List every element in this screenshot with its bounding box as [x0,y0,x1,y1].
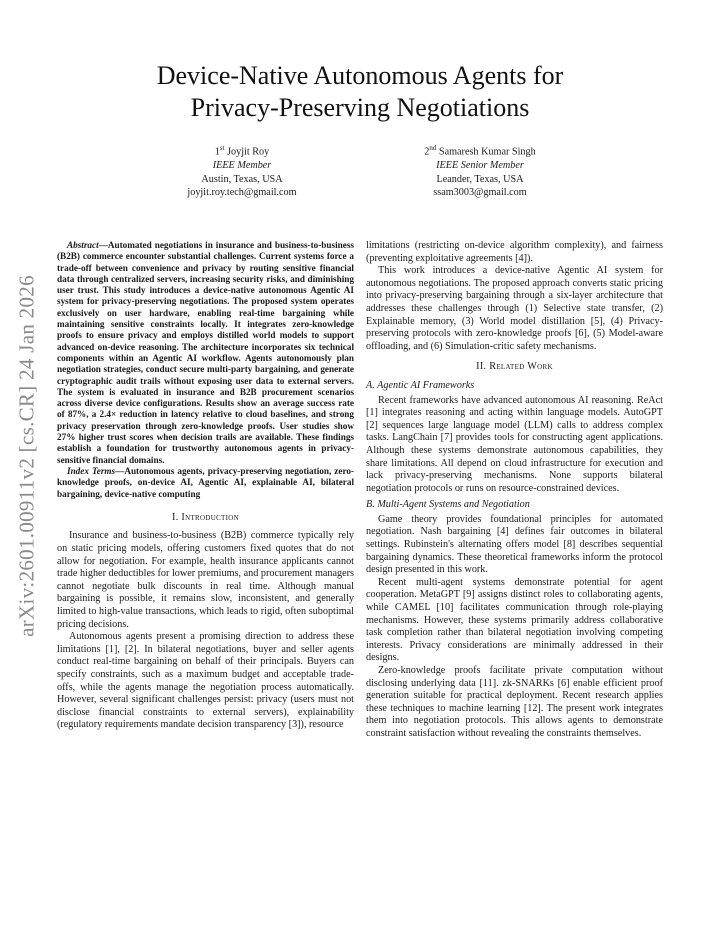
title-line-1: Device-Native Autonomous Agents for [156,61,564,90]
author-2-name: Samaresh Kumar Singh [438,146,536,158]
paper-title [0,60,720,124]
author-1-ordinal: 1 [214,146,220,158]
author-2-ordinal-suffix: nd [429,144,437,152]
intro-paragraph-2: Autonomous agents present a promising direction to address these limitations [1], [2]. In bilateral negotiations, buyer and seller agents conduct real-time bargaining on behalf of their principals. Buyers can specify constraints, such as a maximum budget and acceptable trade-offs, while the agents manage the negotiation process automatically. However, several significant challenges persist: privacy (users must not disclose financial constraints to external servers), explainability (regulatory requirements mandate decision transparency [3]), resource [57,631,354,731]
abstract-label: Abstract [67,240,99,250]
subsection-heading-agentic-ai: A. Agentic AI Frameworks [366,379,475,391]
author-2-location: Leander, Texas, USA [436,173,524,185]
section-heading-related-work: II. Related Work [476,361,553,373]
index-terms-text: —Autonomous agents, privacy-preserving negotiation, zero-knowledge proofs, on-device AI, Agentic AI, explainable AI, bilateral bargaining, device-native computing [57,465,355,499]
author-1-location: Austin, Texas, USA [201,173,283,185]
arxiv-sidebar [6,236,48,676]
index-terms [57,466,354,500]
author-1-name: Joyjit Roy [227,146,270,158]
author-2-membership: IEEE Senior Member [436,159,524,171]
arxiv-identifier: arXiv:2601.00911v2 [cs.CR] 24 Jan 2026 [14,275,39,637]
intro-paragraph-1: Insurance and business-to-business (B2B) commerce typically rely on static pricing models, offering customers fixed quotes that do not allow for negotiation. For example, health insurance applicants cannot trade higher deductibles for lower premiums, and procurement managers cannot negotiate bulk discounts in real time. Although manual bargaining is possible, it remains slow, inconsistent, and generally limited to high-value transactions, which leads to rigid, often suboptimal pricing decisions. [57,530,354,630]
intro-paragraph-3: This work introduces a device-native Agentic AI system for autonomous negotiations. The proposed approach converts static pricing into privacy-preserving bargaining through a six-layer architecture that addresses these challenges through (1) Selective state transfer, (2) Explainable memory, (3) World model distillation [5], (4) Privacy-preserving protocols with zero-knowledge proofs [6], (5) Model-aware offloading, and (6) Simulation-critic safety mechanisms. [366,265,663,352]
multi-agent-paragraph-3: Zero-knowledge proofs facilitate private computation without disclosing underlying data [11]. zk-SNARKs [6] enable efficient proof generation suitable for practical deployment. Recent research applies these techniques to machine learning [12]. The present work integrates them into negotiation protocols. This allows agents to demonstrate constraint satisfaction without revealing the constraints themselves. [366,665,663,739]
author-1-membership: IEEE Member [212,159,272,171]
subsection-heading-multi-agent: B. Multi-Agent Systems and Negotiation [366,499,530,511]
author-1-ordinal-suffix: st [219,144,225,152]
author-2-ordinal: 2 [424,146,430,158]
title-line-2: Privacy-Preserving Negotiations [190,93,530,122]
index-terms-label: Index Terms [67,465,116,476]
author-2-email: ssam3003@gmail.com [433,187,527,199]
multi-agent-paragraph-2: Recent multi-agent systems demonstrate potential for agent cooperation. MetaGPT [9] assigns distinct roles to collaborating agents, while CAMEL [10] facilitates communication through role-playing mechanisms. However, these systems primarily address collaborative task completion rather than bilateral negotiation involving competing interests. Privacy considerations are minimally addressed in their designs. [366,576,663,664]
intro-paragraph-2-continued: limitations (restricting on-device algorithm complexity), and fairness (preventing exploitative agreements [4]). [366,240,663,264]
abstract-text: —Automated negotiations in insurance and business-to-business (B2B) commerce encounter substantial challenges. Current systems force a trade-off between convenience and privacy by routing sensitive financial data through centralized servers, increasing security risks, and diminishing user trust. This study introduces a device-native autonomous Agentic AI system for privacy-preserving negotiations. The proposed system operates exclusively on user hardware, enabling real-time bargaining while maintaining sensitive constraints locally. It integrates zero-knowledge proofs to ensure privacy and employs distilled world models to support advanced on-device reasoning. The architecture incorporates six technical components within an Agentic AI workflow. Agents autonomously plan negotiation strategies, conduct secure multi-party bargaining, and generate cryptographic audit trails without exposing user data to external servers. The system is evaluated in insurance and B2B procurement scenarios across diverse device configurations. Results show an average success rate of 87%, a 2.4× reduction in latency relative to cloud baselines, and strong privacy preservation through zero-knowledge proofs. User studies show 27% higher trust scores when decision trails are available. These findings establish a foundation for trustworthy autonomous agents in privacy-sensitive financial domains. [57,240,354,465]
multi-agent-paragraph-1: Game theory provides foundational principles for automated negotiation. Nash bargaining [4] defines fair outcomes in bilateral settings. Rubinstein's alternating offers model [8] describes sequential bargaining dynamics. These theoretical frameworks inform the protocol design presented in this work. [366,513,663,576]
author-block-1 [122,142,362,200]
right-column [366,240,663,741]
abstract [57,240,354,466]
author-block-2 [360,142,600,200]
agentic-ai-paragraph: Recent frameworks have advanced autonomous AI reasoning. ReAct [1] integrates reasoning and acting within language models. AutoGPT [2] sequences large language model (LLM) calls to address complex tasks. LangChain [7] provides tools for constructing agent applications. Although these systems demonstrate autonomous capabilities, they share limitations. All depend on cloud infrastructure for execution and lack privacy-preserving mechanisms. None supports bilateral negotiation protocols or runs on resource-constrained devices. [366,394,663,494]
section-heading-introduction: I. Introduction [172,511,239,523]
left-column [57,240,354,732]
author-1-email: joyjit.roy.tech@gmail.com [187,187,297,199]
